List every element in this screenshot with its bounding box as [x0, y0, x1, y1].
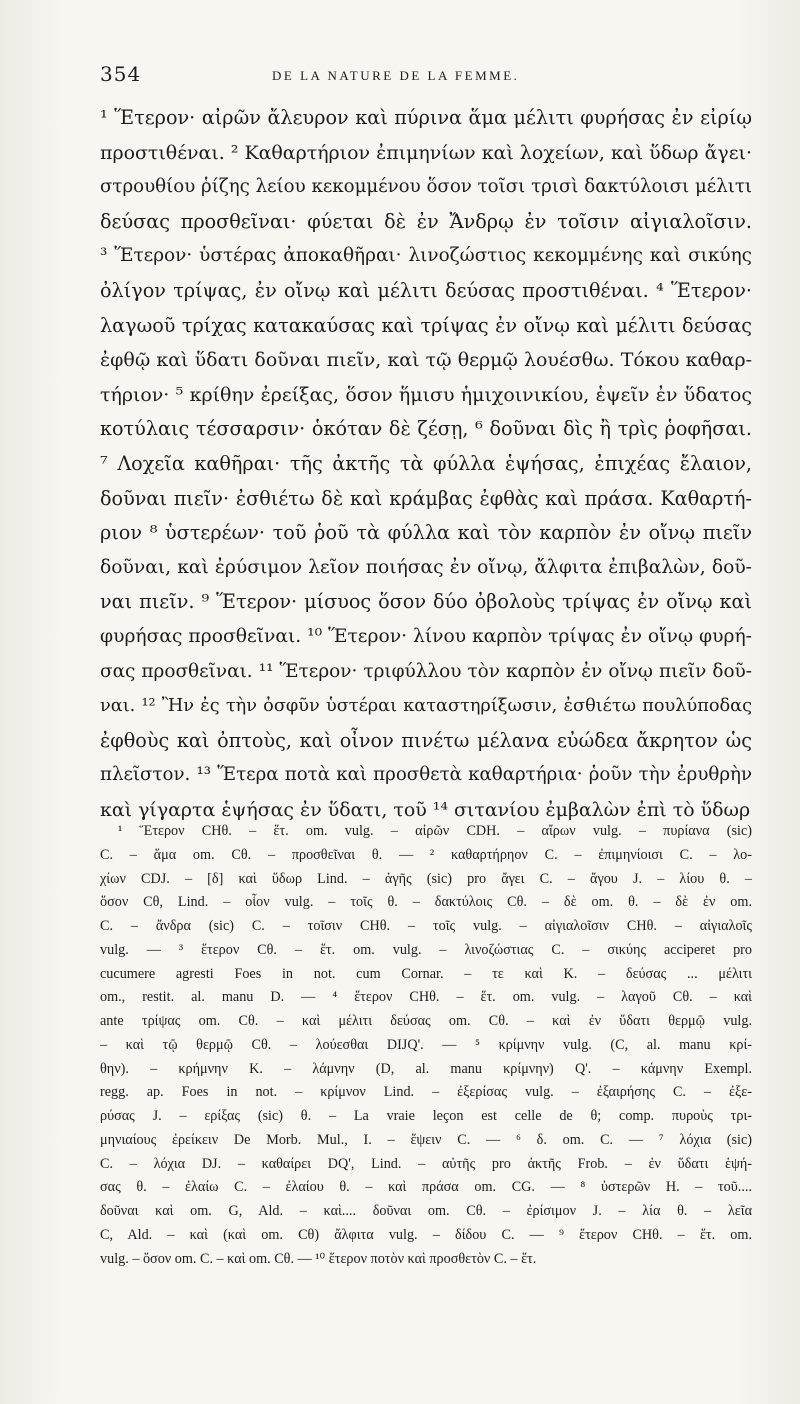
footnote-line: C. – ἄνδρα (sic) C. – τοῖσιν CHθ. – τοῖς vulg. – αἰγιαλοῖσιν CHθ. – αἰγιαλοῖς: [100, 918, 752, 934]
text-line: ὀλίγον τρίψας, ἐν οἴνῳ καὶ μέλιτι δεύσας προστιθέναι. ⁴ Ἕτερον·: [100, 278, 752, 302]
text-line: τήριον· ⁵ κρίθην ἐρείξας, ὅσον ἥμισυ ἡμιχοινικίου, ἑψεῖν ἐν ὕδατος: [100, 383, 752, 406]
text-line: φυρήσας προσθεῖναι. ¹⁰ Ἕτερον· λίνου καρπὸν τρίψας ἐν οἴνῳ φυρή-: [100, 625, 752, 647]
text-line: προστιθέναι. ² Καθαρτήριον ἐπιμηνίων καὶ λοχείων, καὶ ὕδωρ ἄγει·: [100, 141, 752, 164]
footnote-line: C. – ἅμα om. Cθ. – προσθεῖναι θ. — ² καθαρτήρηον C. – ἐπιμηνίοισι C. – λο-: [100, 846, 752, 863]
text-line: πλεῖστον. ¹³ Ἕτερα ποτὰ καὶ προσθετὰ καθαρτήρια· ῥοῦν τὴν ἐρυθρὴν: [100, 764, 752, 786]
footnote-line: σας θ. – ἐλαίω C. – ἐλαίου θ. – καὶ πράσα om. CG. — ⁸ ὑστερῶν H. – τοῦ....: [100, 1179, 752, 1196]
footnote-line: ὅσον Cθ, Lind. – οἷον vulg. – τοῖς θ. – δακτύλοις Cθ. – δὲ om. θ. – δὲ ἐν om.: [100, 894, 752, 911]
footnotes-block: [100, 820, 752, 1271]
text-line: δεύσας προσθεῖναι· φύεται δὲ ἐν Ἄνδρῳ ἐν τοῖσιν αἰγιαλοῖσιν.: [100, 209, 752, 233]
text-line: ⁷ Λοχεῖα καθῆραι· τῆς ἀκτῆς τὰ φύλλα ἑψήσας, ἐπιχέας ἔλαιον,: [100, 451, 752, 475]
footnote-line: om., restit. al. manu D. — ⁴ ἕτερον CHθ. – ἕτ. om. vulg. – λαγοῦ Cθ. – καὶ: [100, 989, 752, 1006]
footnote-line: ante τρίψας om. Cθ. – καὶ μέλιτι δεύσας om. Cθ. – καὶ ἐν ὕδατι θερμῷ vulg.: [100, 1013, 752, 1029]
text-line: σας προσθεῖναι. ¹¹ Ἕτερον· τριφύλλου τὸν καρπὸν ἐν οἴνῳ πιεῖν δοῦ-: [100, 660, 752, 682]
footnote-line: C. – λόχια DJ. – καθαίρει DQ', Lind. – αὐτῆς pro ἀκτῆς Frob. – ἐν ὕδατι ἑψή-: [100, 1155, 752, 1172]
text-line: ναι. ¹² Ἢν ἐς τὴν ὀσφῦν ὑστέραι καταστηρίξωσιν, ἐσθιέτω πουλύποδας: [100, 696, 752, 717]
footnote-line: – καὶ τῷ θερμῷ Cθ. – λούεσθαι DIJQ'. — ⁵ κρίμνην vulg. (C, al. manu κρί-: [100, 1036, 752, 1053]
text-line: κοτύλαις τέσσαρσιν· ὁκόταν δὲ ζέσῃ, ⁶ δοῦναι δὶς ἢ τρὶς ῥοφῆσαι.: [100, 417, 752, 441]
footnote-line: cucumere agresti Foes in not. cum Cornar. – τε καὶ K. – δεύσας ... μέλιτι: [100, 965, 752, 982]
text-line: στρουθίου ῥίζης λείου κεκομμένου ὅσον τοῖσι τρισὶ δακτύλοισι μέλιτι: [100, 176, 753, 198]
running-title: DE LA NATURE DE LA FEMME.: [272, 68, 520, 83]
main-text-block: [100, 101, 752, 827]
text-line: ἐφθῷ καὶ ὕδατι δοῦναι πιεῖν, καὶ τῷ θερμῷ λουέσθω. Τόκου καθαρ-: [100, 349, 752, 372]
footnote-line: C, Ald. – καὶ (καὶ om. Cθ) ἄλφιτα vulg. – δίδου C. — ⁹ ἕτερον CHθ. – ἕτ. om.: [100, 1226, 752, 1243]
page-number: 354: [100, 62, 142, 86]
footnote-line: θην). – κρήμνην K. – λάμνην (D, al. manu κρίμνην) Q'. – κάμνην Exempl.: [100, 1060, 752, 1077]
footnote-line: δοῦναι καὶ om. G, Ald. – καὶ.... δοῦναι om. Cθ. – ἐρίσιμον J. – λία θ. – λεῖα: [100, 1203, 752, 1219]
footnote-line: vulg. — ³ ἕτερον Cθ. – ἕτ. om. vulg. – λινοζώστιας C. – σικύης acciperet pro: [100, 941, 752, 958]
text-line: καὶ γίγαρτα ἑψήσας ἐν ὕδατι, τοῦ ¹⁴ σιτανίου ἐμβαλὼν ἐπὶ τὸ ὕδωρ: [100, 798, 751, 821]
footnote-line: vulg. – ὅσον om. C. – καὶ om. Cθ. — ¹⁰ ἕτερον ποτὸν καὶ προσθετὸν C. – ἕτ.: [100, 1250, 537, 1267]
footnote-line: χίων CDJ. – [δ] καὶ ὕδωρ Lind. – ἀγῆς (sic) pro ἄγει C. – ἄγου J. – λίου θ. –: [100, 870, 752, 887]
text-line: ριον ⁸ ὑστερέων· τοῦ ῥοῦ τὰ φύλλα καὶ τὸν καρπὸν ἐν οἴνῳ πιεῖν: [100, 521, 752, 545]
text-line: ¹ Ἕτερον· αἰρῶν ἄλευρον καὶ πύρινα ἅμα μέλιτι φυρήσας ἐν εἰρίῳ: [100, 106, 752, 129]
text-line: λαγωοῦ τρίχας κατακαύσας καὶ τρίψας ἐν οἴνῳ καὶ μέλιτι δεύσας: [100, 313, 752, 337]
footnote-line: ¹ Ἕτερον CHθ. – ἕτ. om. vulg. – αἰρῶν CDH. – αἴρων vulg. – πυρίανα (sic): [118, 823, 752, 839]
text-line: ναι πιεῖν. ⁹ Ἕτερον· μίσυος ὅσον δύο ὀβολοὺς τρίψας ἐν οἴνῳ καὶ: [100, 590, 752, 614]
text-line: ³ Ἕτερον· ὑστέρας ἀποκαθῆραι· λινοζώστιος κεκομμένης καὶ σικύης: [100, 245, 752, 267]
footnote-line: μηνιαίους ἐρείκειν De Morb. Mul., I. – ἕψειν C. — ⁶ δ. om. C. — ⁷ λόχια (sic): [100, 1131, 752, 1148]
text-line: δοῦναι, καὶ ἐρύσιμον λεῖον ποιήσας ἐν οἴνῳ, ἄλφιτα ἐπιβαλὼν, δοῦ-: [100, 556, 752, 578]
footnote-line: regg. ap. Foes in not. – κρίμνον Lind. – ἐξερίσας vulg. – ἐξαιρήσης C. – ἐξε-: [100, 1084, 752, 1101]
text-line: δοῦναι πιεῖν· ἐσθιέτω δὲ καὶ κράμβας ἐφθὰς καὶ πράσα. Καθαρτή-: [100, 486, 752, 510]
page-header: [100, 62, 752, 92]
footnote-line: ρύσας J. – ερίξας (sic) θ. – La vraie leçon est celle de θ; comp. πυροὺς τρι-: [100, 1108, 752, 1124]
text-line: ἐφθοὺς καὶ ὀπτοὺς, καὶ οἶνον πινέτω μέλανα εὐώδεα ἄκρητον ὡς: [100, 728, 752, 752]
